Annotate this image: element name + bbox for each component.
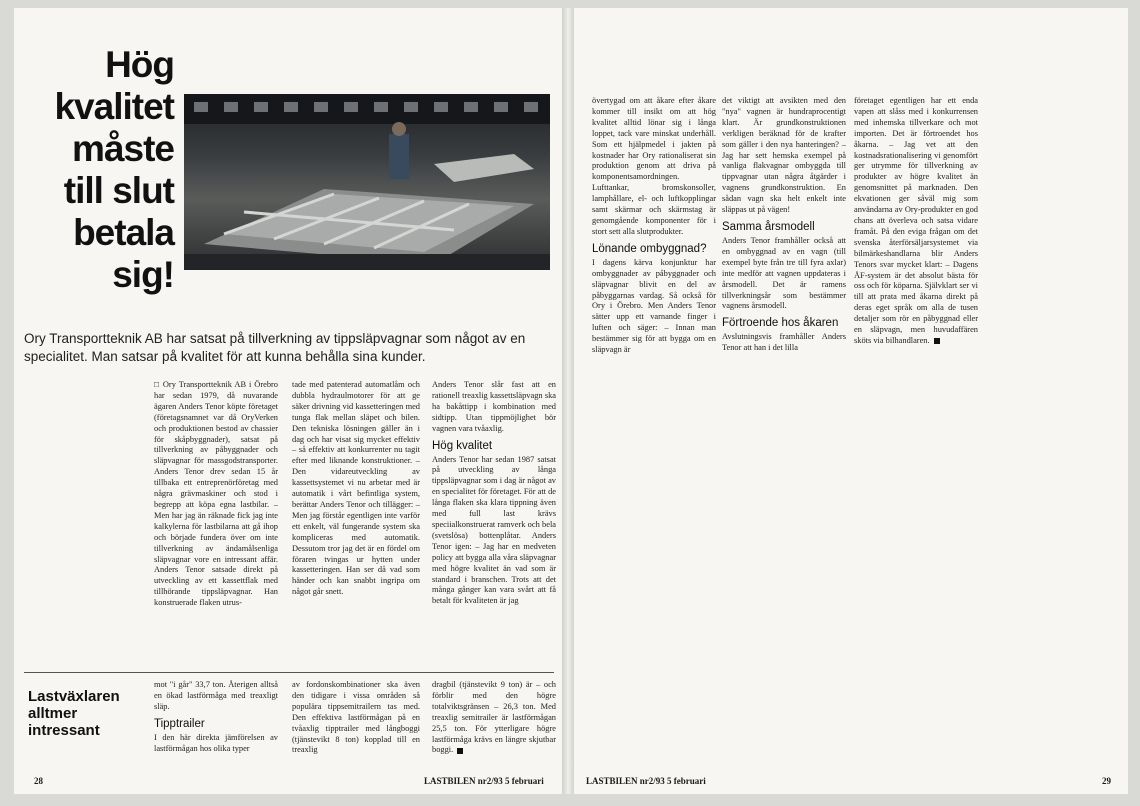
body-text: tade med patenterad automatlåm och dubbla hydraulmotorer för att ge säker drivning vid kassetteringen med tunga flak mellan släpet och bilen. Den tekniska lösningen gäller än i dag och har visat sig mycket effektiv – så effektiv att konkurrenter nu tagit efter med liknande konstruktioner. – Den vidareutveckling av kassettsystemet vi nu arbetar med är automatik i vårt befintliga system, berättar Anders Tenor och tillägger: – Men jag förstår egentligen inte varför ett enkelt, väl fungerande system ska kompliceras med automatik. Dessutom tror jag det är en fördel om föraren tvingas ur hytten under kassetteringen. Han ser då vad som händer och kan snabbt ingripa om något går snett.: [292, 380, 420, 597]
body-text: I den här direkta jämförelsen av lastförmågan hos olika typer: [154, 732, 278, 753]
sidebar-title-line: Lastväxlaren: [28, 688, 120, 705]
sidebar-title-line: intressant: [28, 722, 100, 739]
folio-line: LASTBILEN nr2/93 5 februari: [586, 776, 706, 786]
headline-line: betala: [73, 212, 174, 253]
headline-line: sig!: [112, 254, 174, 295]
body-text: [854, 96, 978, 347]
body-text: Anders Tenor slår fast att en rationell treaxlig kassettsläpvagn ska ha bakåttipp i kombination med sidtipp. Utan tippmöjlighet bör vagnen vara tvåaxlig.: [432, 380, 556, 433]
subheading: Förtroende hos åkaren: [722, 317, 839, 330]
factory-photo-drawing: [184, 94, 550, 270]
folio-line: LASTBILEN nr2/93 5 februari: [424, 776, 544, 786]
body-column-1: [154, 380, 278, 609]
end-mark-icon: [934, 338, 940, 344]
body-text: Anders Tenor framhåller också att en ombyggnad av en vagn (till exempel byte från tre till fyra axlar) inte medför att vagnen uppdateras i årsmodell. Det är ramens tillverkningsår som bestämmer vagnens årsmodell.: [722, 235, 846, 311]
body-column-2: [292, 380, 420, 598]
page-number: 28: [34, 776, 43, 786]
body-text-span: företaget egentligen har ett enda vapen att slåss med i konkurrensen med inhemska tillverkare och mot importen. Det är förtroendet hos åkarna. – Jag vet att den kostnadsrationalisering vi genomfört ger utrymme för tillverkning av produkter av högre kvalitet än genomsnittet på marknaden. Den ekvationen ger såväl mig som användarna av Ory-produkter en god chans att överleva och satsa vidare framåt. På den eviga frågan om det svenska återförsäljarsystemet via bilmärkeshandlarna blir Anders Tenors svar mycket klart: – Dagens ÅF-system är det absolut bästa för oss och för köparna. Självklart ser vi till att prata med åkarna direkt på deras eget språk om alla de tusen detaljer som rör en påbyggnad eller en släpvagn, men huvudaffären sköts via bilhandlaren.: [854, 96, 978, 345]
body-text: Avslutningsvis framhåller Anders Tenor att han i det lilla: [722, 332, 846, 353]
right-page: [574, 8, 1128, 794]
body-column-1: [592, 96, 716, 356]
sidebar-divider: [24, 672, 554, 673]
headline-line: till slut: [63, 170, 174, 211]
body-text: övertygad om att åkare efter åkare kommer till insikt om att hög kvalitet alltid lönar sig i långa loppet, tack vare minskat underhåll. Som ett hjälpmedel i jakten på kostnader har Ory rationaliserat sin produktion genom att driva på komponentsamordningen. Lufttankar, bromskonsoller, lamphållare, el- och luftkopplingar samt skärmar och skärmstag är genomgående komponenter för i stort sett alla slutprodukter.: [592, 96, 716, 236]
sidebar-column-3: [432, 680, 556, 756]
subheading: Hög kvalitet: [432, 439, 493, 452]
page-number: 29: [1102, 776, 1111, 786]
body-text: mot "i går" 33,7 ton. Återigen alltså en ökad lastförmåga med treaxligt släp.: [154, 680, 278, 711]
body-column-3: [432, 380, 556, 607]
sidebar-title-line: alltmer: [28, 705, 78, 722]
sidebar-title: [28, 688, 158, 739]
subheading: Samma årsmodell: [722, 220, 815, 233]
body-text: av fordonskombinationer ska även den tidigare i vissa områden så populära tippsemitrailern tas med. Den effektiva lastförmågan på en tvåaxlig tipptrailer med långboggi (tjänstevikt 8 ton) kopplad till en treaxlig: [292, 680, 420, 755]
body-text: det viktigt att avsikten med den "nya" vagnen är hundraprocentigt klart. Är grundkonstruktionen verkligen beräknad för de krafter som gäller i den nya hanteringen? – Jag har sett hemska exempel på vanliga flakvagnar ombyggda till tippvagnar utan några åtgärder i vagnens grundkonstruktion. En sådan vagn ska helt enkelt inte släppas ut på vägen!: [722, 96, 846, 215]
body-text-span: dragbil (tjänstevikt 9 ton) är – och förblir med den högre totalviktsgränsen – 26,3 ton. Med treaxlig semitrailer är lastförmågan 25,5 ton. För ytterligare högre lastförmåga krävs en längre skjutbar boggi.: [432, 680, 556, 755]
article-headline: [24, 44, 174, 296]
body-column-2: [722, 96, 846, 354]
headline-line: Hög: [105, 44, 174, 85]
body-text: [432, 680, 556, 756]
subheading: Tipptrailer: [154, 717, 205, 730]
subheading: Lönande ombyggnad?: [592, 242, 707, 255]
headline-line: kvalitet: [54, 86, 174, 127]
body-text: □ Ory Transportteknik AB i Örebro har sedan 1979, då nuvarande ägaren Anders Tenor köpte företaget (företagsnamnet var då OryVerken och produktionen bestod av chassier för skåpbyggnader), satsat på tillverkning av påbyggnader och släpvagnar för massgodstransporter. Anders Tenor drev sedan 15 år tillbaka ett entreprenörföretag med några grävmaskiner och stod i begrepp att köpa egna lastbilar. – Men har jag än räknade fick jag inte kalkylerna för lastbilarna att gå ihop och började fundera över om inte tillverkning av ändamålsenliga släpvagnar vore en intressant affär. Anders Tenor satsade direkt på utveckling av ett kassettflak med tillhörande tippsläpvagnar. Han konstruerade flaken utrus-: [154, 380, 278, 608]
page-spine: [562, 8, 574, 794]
factory-photo: [184, 94, 550, 270]
end-mark-icon: [457, 748, 463, 754]
left-page: [14, 8, 562, 794]
body-text: Anders Tenor har sedan 1987 satsat på utveckling av långa tippsläpvagnar som i dag är något av en specialitet för företaget. För att de långa flaken ska klara tippning även med full last krävs speciialkonstruerat ramverk och bela (svetslösa) bottenplåtar. Anders Tenor igen: – Jag har en medveten policy att bygga alla våra släpvagnar med högre kvalitet än vad som är standard i branschen. Trots att det många gånger kan vara svårt att få betalt för kvaliteten är jag: [432, 454, 556, 606]
body-column-3: [854, 96, 978, 347]
headline-line: måste: [72, 128, 174, 169]
article-intro: Ory Transportteknik AB har satsat på tillverkning av tippsläpvagnar som något av en specialitet. Man satsar på kvalitet för att kunna behålla sina kunder.: [24, 331, 526, 364]
sidebar-column-2: [292, 680, 420, 756]
body-text: I dagens kärva konjunktur har ombyggnader av påbyggnader och släpvagnar blivit en del av påbyggarnas vardag. Så också för Ory i Örebro. Men Anders Tenor sätter upp ett varnande finger i luften och säger: – Innan man bestämmer sig för att bygga om en släpvagn är: [592, 257, 716, 355]
sidebar-column-1: [154, 680, 278, 755]
